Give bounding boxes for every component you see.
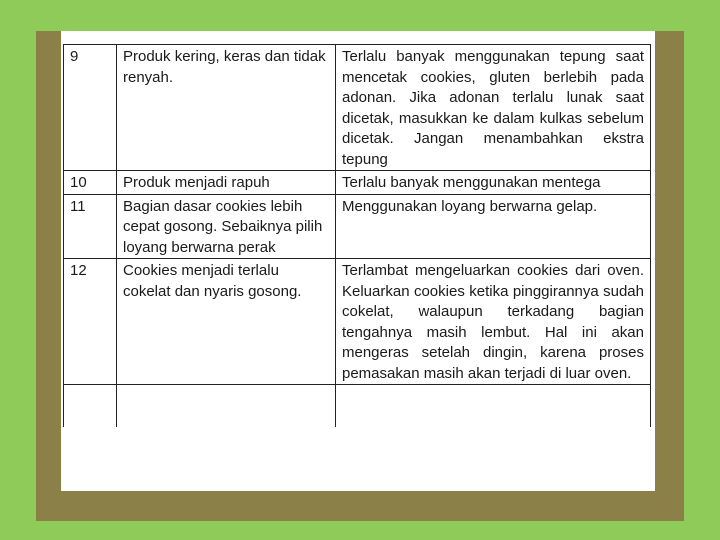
table-row [64, 45, 651, 171]
problem-cell: Produk menjadi rapuh [117, 171, 336, 195]
row-number: 12 [64, 259, 117, 385]
cause-cell: Terlambat mengeluarkan cookies dari oven. Keluarkan cookies ketika pinggirannya sudah cokelat, walaupun terkadang bagian tengahnya masih lembut. Hal ini akan mengeras setelah dingin, karena proses pemasakan masih akan terjadi di luar oven. [336, 259, 651, 385]
troubleshooting-table [63, 44, 651, 427]
table-row [64, 171, 651, 195]
table-row [64, 194, 651, 259]
document-page [61, 31, 655, 491]
row-number: 9 [64, 45, 117, 171]
empty-cell [117, 385, 336, 428]
problem-cell: Produk kering, keras dan tidak renyah. [117, 45, 336, 171]
empty-cell [336, 385, 651, 428]
table-row-continuation [64, 385, 651, 428]
empty-cell [64, 385, 117, 428]
cause-cell: Menggunakan loyang berwarna gelap. [336, 194, 651, 259]
row-number: 11 [64, 194, 117, 259]
cause-cell: Terlalu banyak menggunakan mentega [336, 171, 651, 195]
problem-cell: Cookies menjadi terlalu cokelat dan nyaris gosong. [117, 259, 336, 385]
cause-cell: Terlalu banyak menggunakan tepung saat mencetak cookies, gluten berlebih pada adonan. Jika adonan terlalu lunak saat dicetak, masukkan ke dalam kulkas sebelum dicetak. Jangan menambahkan ekstra tepung [336, 45, 651, 171]
problem-cell: Bagian dasar cookies lebih cepat gosong. Sebaiknya pilih loyang berwarna perak [117, 194, 336, 259]
row-number: 10 [64, 171, 117, 195]
table-row [64, 259, 651, 385]
